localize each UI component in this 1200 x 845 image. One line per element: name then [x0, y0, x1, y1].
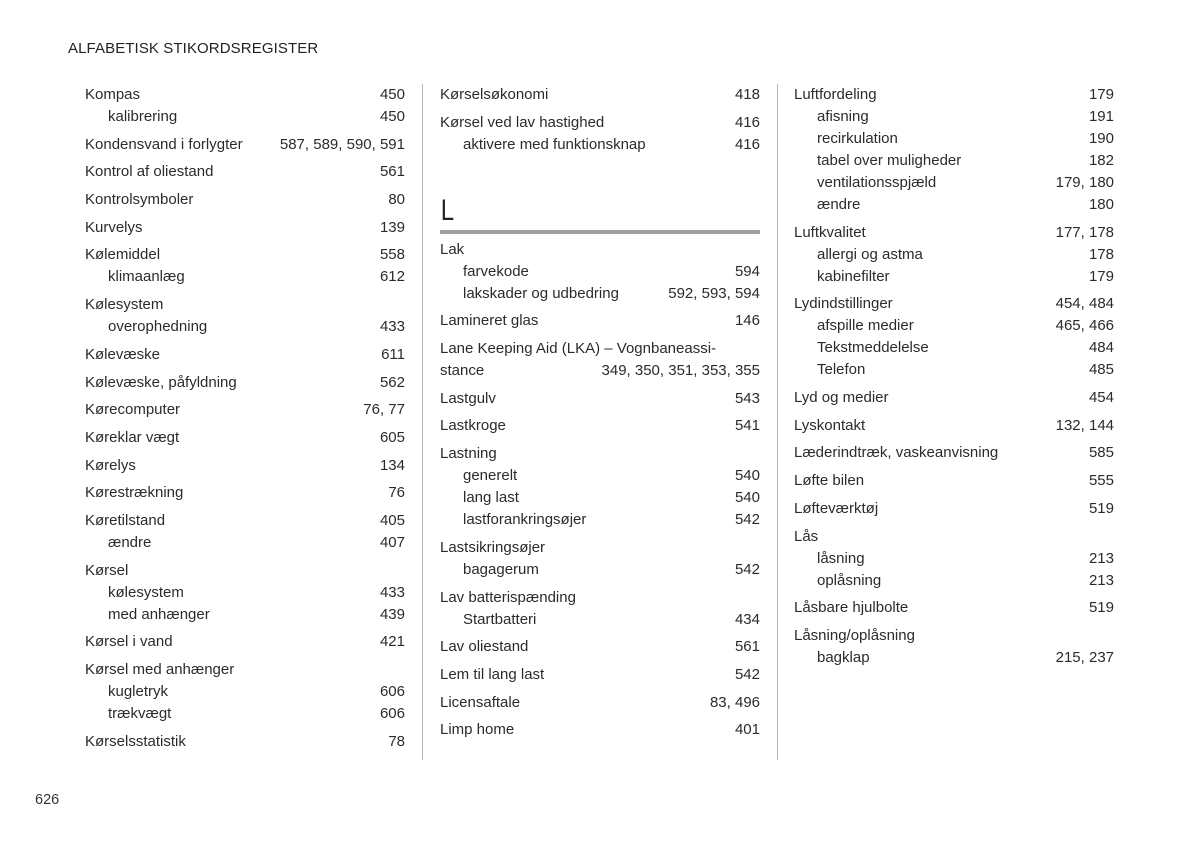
- index-entry: [85, 134, 405, 156]
- page-header-title: ALFABETISK STIKORDSREGISTER: [68, 40, 319, 57]
- index-entry: [85, 161, 405, 183]
- index-entry-line: [794, 498, 1114, 520]
- entry-pages: 139: [379, 218, 405, 236]
- index-entry-line: [440, 443, 760, 465]
- subentry-pages: 179: [1088, 267, 1114, 285]
- entry-pages: 561: [734, 638, 760, 656]
- index-entry: [85, 344, 405, 366]
- index-entry: [440, 415, 760, 437]
- index-entries-l: [440, 239, 760, 742]
- index-entry-line: [794, 625, 1114, 647]
- index-entry: [440, 719, 760, 741]
- subentry-term: recirkulation: [817, 130, 898, 147]
- subentry-term: Telefon: [817, 361, 866, 379]
- entry-term: Løfteværktøj: [794, 499, 879, 517]
- index-entry: [440, 587, 760, 631]
- index-entry-line: [85, 134, 405, 156]
- index-subentry: [794, 647, 1114, 669]
- index-entry-line: [85, 344, 405, 366]
- index-entry: [794, 387, 1114, 409]
- index-entry-line: [85, 161, 405, 183]
- index-entry-line: [85, 372, 405, 394]
- subentry-pages: 612: [379, 268, 405, 286]
- index-entry-line: [794, 415, 1114, 437]
- subentry-pages: 484: [1088, 339, 1114, 357]
- index-entry: [440, 692, 760, 714]
- subentry-pages: 542: [734, 560, 760, 578]
- entry-pages: 80: [388, 191, 405, 209]
- index-entry-line: [85, 189, 405, 211]
- subentry-pages: 190: [1088, 130, 1114, 147]
- subentry-pages: 191: [1088, 108, 1114, 125]
- entry-term: Lamineret glas: [440, 312, 539, 330]
- index-entry: [85, 482, 405, 504]
- subentry-pages: 434: [734, 610, 760, 628]
- subentry-term: overophedning: [108, 318, 208, 336]
- subentry-pages: 433: [379, 318, 405, 336]
- entry-term: Løfte bilen: [794, 472, 865, 490]
- index-entry-line: [85, 399, 405, 421]
- subentry-pages: 540: [734, 467, 760, 485]
- subentry-term: afisning: [817, 108, 869, 125]
- index-column-3: [794, 84, 1114, 675]
- index-column-1: [85, 84, 405, 758]
- entry-term: Lås: [794, 527, 819, 545]
- subentry-pages: 416: [734, 135, 760, 153]
- index-entry: [440, 84, 760, 106]
- index-subentry: [794, 548, 1114, 570]
- index-entry: [794, 84, 1114, 216]
- index-entry-line: [85, 84, 405, 106]
- index-entry: [85, 455, 405, 477]
- entry-pages: 421: [379, 633, 405, 651]
- index-entry: [794, 470, 1114, 492]
- section-letter-heading: L: [440, 193, 455, 227]
- subentry-term: kølesystem: [108, 583, 184, 601]
- entry-term: Lastning: [440, 445, 497, 463]
- entry-term: Lav batterispænding: [440, 588, 576, 606]
- entry-term: Kontrol af oliestand: [85, 163, 214, 181]
- entry-term: Kørselsstatistik: [85, 732, 186, 750]
- index-entry-line: [794, 442, 1114, 464]
- index-entry: [85, 399, 405, 421]
- subentry-term: lakskader og udbedring: [463, 284, 619, 302]
- index-subentry: [85, 266, 405, 288]
- index-entry-line: [85, 510, 405, 532]
- subentry-term: bagagerum: [463, 560, 539, 578]
- index-entry: [85, 510, 405, 554]
- index-entry-line: [440, 310, 760, 332]
- entry-pages: 454: [1088, 389, 1114, 407]
- index-subentry: [440, 134, 760, 156]
- entry-pages: 555: [1088, 472, 1114, 490]
- index-subentry: [440, 283, 760, 305]
- subentry-pages: 180: [1088, 196, 1114, 213]
- subentry-term: bagklap: [817, 648, 870, 666]
- index-entry-line: [85, 731, 405, 753]
- column-divider: [422, 84, 423, 760]
- entry-pages: 405: [379, 511, 405, 529]
- entry-pages: 519: [1088, 599, 1114, 617]
- entry-pages: 585: [1088, 444, 1114, 462]
- index-subentry: [794, 570, 1114, 592]
- subentry-term: generelt: [463, 467, 518, 485]
- index-subentry: [794, 266, 1114, 288]
- subentry-pages: 594: [734, 262, 760, 280]
- index-entry: [85, 294, 405, 338]
- entry-pages: 179: [1088, 86, 1114, 103]
- index-entry-line: [440, 692, 760, 714]
- index-entry-line: [794, 470, 1114, 492]
- index-subentry: [85, 582, 405, 604]
- subentry-pages: 439: [379, 605, 405, 623]
- index-subentry: [440, 609, 760, 631]
- subentry-term: kabinefilter: [817, 267, 890, 285]
- entry-pages: 450: [379, 86, 405, 103]
- subentry-pages: 606: [379, 705, 405, 722]
- entry-term: Lak: [440, 240, 465, 258]
- entry-term: Kørecomputer: [85, 401, 181, 419]
- index-entry-line: [794, 222, 1114, 244]
- subentry-pages: 606: [379, 683, 405, 700]
- index-entry-line: [85, 294, 405, 316]
- index-entry: [440, 388, 760, 410]
- entry-term: Lydindstillinger: [794, 295, 893, 313]
- index-entry-line: [85, 244, 405, 266]
- entry-pages: 132, 144: [1055, 416, 1114, 434]
- index-entry-line: [85, 455, 405, 477]
- entry-pages: 587, 589, 590, 591: [279, 135, 405, 153]
- index-entry: [85, 659, 405, 725]
- entry-pages: 177, 178: [1055, 223, 1114, 241]
- subentry-term: oplåsning: [817, 571, 882, 589]
- index-subentry: [794, 359, 1114, 381]
- entry-term: Lav oliestand: [440, 638, 529, 656]
- index-entry: [440, 239, 760, 305]
- entry-term: Lyd og medier: [794, 389, 889, 407]
- entry-pages: 134: [379, 456, 405, 474]
- index-entry: [440, 664, 760, 686]
- subentry-term: trækvægt: [108, 705, 172, 722]
- subentry-term: tabel over muligheder: [817, 152, 962, 169]
- subentry-pages: 182: [1088, 152, 1114, 169]
- entry-pages: 543: [734, 389, 760, 407]
- subentry-term: lang last: [463, 489, 519, 507]
- index-subentry: [440, 559, 760, 581]
- entry-pages: 605: [379, 428, 405, 446]
- index-entry-line: [440, 719, 760, 741]
- subentry-pages: 213: [1088, 549, 1114, 567]
- index-entry-line: [440, 239, 760, 261]
- entry-pages: 416: [734, 113, 760, 131]
- subentry-term: låsning: [817, 549, 865, 567]
- index-entry: [85, 84, 405, 128]
- index-subentry: [85, 316, 405, 338]
- index-entry-line: [440, 636, 760, 658]
- subentry-term: med anhænger: [108, 605, 210, 623]
- index-subentry: [85, 703, 405, 725]
- entry-term: stance: [440, 362, 485, 380]
- index-entry: [794, 597, 1114, 619]
- entry-term: Kølesystem: [85, 296, 164, 314]
- index-entry-line: [85, 560, 405, 582]
- subentry-pages: 540: [734, 489, 760, 507]
- index-subentry: [85, 532, 405, 554]
- index-entry-line: [85, 217, 405, 239]
- index-entry-line: [794, 293, 1114, 315]
- entry-pages: 401: [734, 721, 760, 739]
- entry-term: Kørestrækning: [85, 484, 184, 502]
- section-rule: [440, 230, 760, 234]
- entry-term: Lastkroge: [440, 417, 506, 435]
- entry-term: Kørsel med anhænger: [85, 661, 235, 678]
- subentry-term: ændre: [108, 533, 152, 551]
- entry-pages: 418: [734, 86, 760, 103]
- entry-term: Lem til lang last: [440, 665, 545, 683]
- index-column-2: [440, 84, 760, 747]
- entry-pages: 611: [381, 345, 405, 363]
- index-entries-k-continued: [440, 84, 760, 156]
- index-entry-line: [85, 631, 405, 653]
- entry-pages: 454, 484: [1055, 295, 1114, 313]
- index-entry: [794, 442, 1114, 464]
- index-entry-line: [440, 664, 760, 686]
- entry-pages: 78: [388, 732, 405, 750]
- subentry-term: ventilationsspjæld: [817, 174, 937, 191]
- index-entry: [85, 631, 405, 653]
- entry-term: Kompas: [85, 86, 141, 103]
- index-entry: [794, 498, 1114, 520]
- entry-pages: 349, 350, 351, 353, 355: [601, 362, 760, 380]
- index-entry: [85, 427, 405, 449]
- index-entry: [794, 222, 1114, 288]
- subentry-pages: 213: [1088, 571, 1114, 589]
- index-subentry: [794, 315, 1114, 337]
- index-entry-line: [85, 427, 405, 449]
- index-entry-line: [440, 84, 760, 106]
- subentry-term: kugletryk: [108, 683, 169, 700]
- index-entry: [85, 731, 405, 753]
- index-entry: [85, 560, 405, 626]
- index-subentry: [794, 244, 1114, 266]
- index-entry-line: [440, 112, 760, 134]
- entry-term: Låsning/oplåsning: [794, 626, 915, 644]
- entry-term: Kølevæske: [85, 345, 161, 363]
- index-entry: [794, 293, 1114, 381]
- entry-pages: 558: [379, 246, 405, 264]
- index-entry-line: [85, 659, 405, 681]
- subentry-pages: 407: [379, 533, 405, 551]
- entry-pages: 562: [379, 373, 405, 391]
- entry-term: Køreklar vægt: [85, 428, 180, 446]
- subentry-pages: 542: [734, 511, 760, 529]
- index-entry: [440, 338, 760, 382]
- index-entry: [85, 217, 405, 239]
- index-subentry: [85, 106, 405, 128]
- subentry-pages: 450: [379, 108, 405, 125]
- index-entry-line: [794, 597, 1114, 619]
- entry-term: Låsbare hjulbolte: [794, 599, 909, 617]
- index-entry: [794, 625, 1114, 669]
- column-divider: [777, 84, 778, 760]
- index-entry: [794, 415, 1114, 437]
- entry-pages: 561: [379, 163, 405, 181]
- index-entry-line: [794, 387, 1114, 409]
- index-subentry: [440, 261, 760, 283]
- entry-term: Kørsel: [85, 561, 129, 579]
- index-entry: [440, 310, 760, 332]
- subentry-pages: 465, 466: [1055, 317, 1114, 335]
- entry-pages: 541: [734, 417, 760, 435]
- index-subentry: [440, 487, 760, 509]
- entry-pages: 519: [1088, 499, 1114, 517]
- subentry-term: lastforankringsøjer: [463, 511, 587, 529]
- index-subentry: [794, 150, 1114, 172]
- subentry-term: Startbatteri: [463, 610, 537, 628]
- index-entry-line: [794, 526, 1114, 548]
- index-entry: [440, 112, 760, 156]
- index-entry: [85, 189, 405, 211]
- index-subentry: [794, 128, 1114, 150]
- index-subentry: [794, 194, 1114, 216]
- index-entry: [440, 636, 760, 658]
- index-entry: [85, 372, 405, 394]
- index-subentry: [794, 172, 1114, 194]
- entry-term: Lastsikringsøjer: [440, 538, 546, 556]
- index-entry-line: [440, 587, 760, 609]
- entry-term: Læderindtræk, vaskeanvisning: [794, 444, 999, 462]
- subentry-pages: 215, 237: [1055, 648, 1114, 666]
- entry-pages: 76: [388, 484, 405, 502]
- index-entry-line: [440, 360, 760, 382]
- subentry-term: allergi og astma: [817, 245, 923, 263]
- entry-term: Kørsel i vand: [85, 633, 173, 651]
- entry-term: Kørelys: [85, 456, 136, 474]
- subentry-pages: 179, 180: [1055, 174, 1114, 191]
- entry-term: Kølemiddel: [85, 246, 161, 264]
- subentry-term: aktivere med funktionsknap: [463, 135, 646, 153]
- index-entry-line: [85, 482, 405, 504]
- entry-term: Limp home: [440, 721, 515, 739]
- index-entry: [440, 443, 760, 531]
- page-number: 626: [35, 792, 60, 808]
- entry-pages: 76, 77: [363, 401, 405, 419]
- index-entry-line: [794, 84, 1114, 106]
- entry-term: Køretilstand: [85, 511, 166, 529]
- index-subentry: [440, 465, 760, 487]
- entry-term: Kølevæske, påfyldning: [85, 373, 237, 391]
- index-entry: [85, 244, 405, 288]
- entry-term: Lane Keeping Aid (LKA) – Vognbaneassi-: [440, 340, 717, 358]
- entry-pages: 83, 496: [709, 693, 760, 711]
- subentry-pages: 592, 593, 594: [668, 284, 760, 302]
- subentry-term: klimaanlæg: [108, 268, 185, 286]
- entry-term: Lastgulv: [440, 389, 496, 407]
- entry-term: Kurvelys: [85, 218, 143, 236]
- subentry-term: kalibrering: [108, 108, 178, 125]
- entry-term: Luftkvalitet: [794, 223, 866, 241]
- subentry-term: afspille medier: [817, 317, 914, 335]
- entry-term: Kørsel ved lav hastighed: [440, 113, 605, 131]
- index-entry-line: [440, 338, 760, 360]
- subentry-pages: 485: [1088, 361, 1114, 379]
- entry-pages: 542: [734, 665, 760, 683]
- index-entry-line: [440, 537, 760, 559]
- subentry-pages: 433: [379, 583, 405, 601]
- subentry-pages: 178: [1088, 245, 1114, 263]
- entry-term: Kørselsøkonomi: [440, 86, 549, 103]
- index-entry: [440, 537, 760, 581]
- index-subentry: [85, 604, 405, 626]
- index-subentry: [85, 681, 405, 703]
- index-subentry: [794, 337, 1114, 359]
- entry-term: Lyskontakt: [794, 416, 866, 434]
- index-entry-line: [440, 415, 760, 437]
- entry-term: Kontrolsymboler: [85, 191, 194, 209]
- subentry-term: farvekode: [463, 262, 529, 280]
- subentry-term: Tekstmeddelelse: [817, 339, 929, 357]
- subentry-term: ændre: [817, 196, 861, 213]
- entry-term: Kondensvand i forlygter: [85, 135, 243, 153]
- entry-pages: 146: [734, 312, 760, 330]
- index-entry-line: [440, 388, 760, 410]
- entry-term: Licensaftale: [440, 693, 521, 711]
- index-subentry: [440, 509, 760, 531]
- entry-term: Luftfordeling: [794, 86, 877, 103]
- index-entry: [794, 526, 1114, 592]
- index-subentry: [794, 106, 1114, 128]
